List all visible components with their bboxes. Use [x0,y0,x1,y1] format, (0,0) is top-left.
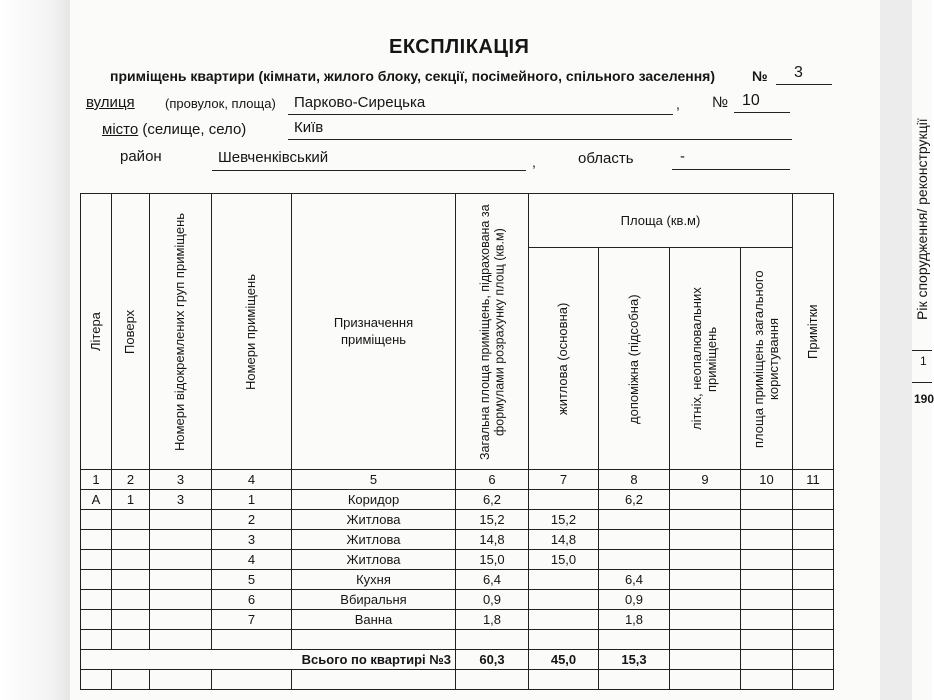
city-hint: (селище, село) [142,121,247,138]
region-underline [672,169,790,170]
col-num: 1 [81,470,112,490]
cell-living: 15,0 [529,550,599,570]
cell-letter: А [81,490,112,510]
street-label: вулиця [86,94,135,111]
header-summer: літніх, неопалювальних приміщень [670,248,741,470]
column-numbers-row [81,470,834,490]
street-comma: , [676,96,680,112]
house-number-underline [734,112,790,113]
cell-aux [599,510,670,530]
cell-living [529,490,599,510]
col-num: 3 [150,470,212,490]
header-auxiliary: допоміжна (підсобна) [599,248,670,470]
document-title: ЕКСПЛІКАЦІЯ [389,36,530,58]
adjacent-year-fragment: 190 [914,392,934,406]
district-underline [212,170,526,171]
cell-floor [112,550,150,570]
table-row [81,590,834,610]
cell-summer [670,510,741,530]
cell-living: 14,8 [529,530,599,550]
cell-aux [599,550,670,570]
document-page [70,0,880,700]
cell-total: 0,9 [456,590,529,610]
col-num: 9 [670,470,741,490]
cell-living: 15,2 [529,510,599,530]
total-label: Всього по квартирі №3 [81,650,456,670]
apartment-number-value: 3 [794,64,803,81]
cell-purpose: Вбиральня [292,590,456,610]
header-group-numbers: Номери відокремлених груп приміщень [150,194,212,470]
cell-total: 15,0 [456,550,529,570]
cell-letter [81,570,112,590]
cell-common [741,550,793,570]
header-floor: Поверх [112,194,150,470]
document-subtitle: приміщень квартири (кімнати, жилого блоку, секції, посімейного, спільного заселення) [110,68,715,84]
cell-group: 3 [150,490,212,510]
cell-notes [793,530,834,550]
cell-letter [81,610,112,630]
col-num: 2 [112,470,150,490]
header-common: площа приміщень загального користування [741,248,793,470]
header-living: житлова (основна) [529,248,599,470]
cell-common [741,610,793,630]
cell-letter [81,530,112,550]
cell-letter [81,590,112,610]
cell-floor [112,570,150,590]
header-purpose: Призначення приміщень [292,194,456,470]
cell-common [741,510,793,530]
region-label: область [578,150,634,167]
col-num: 5 [292,470,456,490]
cell-summer [670,590,741,610]
col-num: 7 [529,470,599,490]
cell-room: 5 [212,570,292,590]
table-row [81,510,834,530]
cell-room: 1 [212,490,292,510]
cell-aux [599,530,670,550]
cell-notes [793,570,834,590]
cell-group [150,550,212,570]
header-area-group: Площа (кв.м) [529,194,793,248]
cell-group [150,510,212,530]
apartment-number-label: № [752,68,768,84]
page-gap [880,0,912,700]
cell-floor [112,590,150,610]
street-value: Парково-Сирецька [294,94,426,111]
cell-total: 14,8 [456,530,529,550]
adjacent-page-heading: Рік спорудження/ реконструкції [914,118,930,320]
cell-total: 15,2 [456,510,529,530]
cell-summer [670,530,741,550]
cell-letter [81,550,112,570]
adjacent-page [912,0,932,700]
adjacent-table-line [912,350,932,351]
explication-table [80,193,834,690]
header-letter: Літера [81,194,112,470]
cell-group [150,570,212,590]
district-comma: , [532,154,536,170]
cell-floor: 1 [112,490,150,510]
cell-aux: 0,9 [599,590,670,610]
cell-notes [793,510,834,530]
cell-floor [112,610,150,630]
street-hint: (провулок, площа) [165,96,276,111]
cell-notes [793,490,834,510]
table-row [81,490,834,510]
cell-common [741,590,793,610]
cell-room: 4 [212,550,292,570]
cell-summer [670,570,741,590]
cell-room: 7 [212,610,292,630]
col-num: 10 [741,470,793,490]
cell-aux: 6,4 [599,570,670,590]
city-value: Київ [294,119,324,136]
header-room-numbers: Номери приміщень [212,194,292,470]
cell-purpose: Коридор [292,490,456,510]
cell-floor [112,530,150,550]
cell-total: 6,2 [456,490,529,510]
city-label: місто [102,121,139,138]
cell-notes [793,590,834,610]
cell-common [741,530,793,550]
cell-aux: 6,2 [599,490,670,510]
cell-common [741,490,793,510]
cell-letter [81,510,112,530]
house-number-label: № [712,94,729,111]
cell-purpose: Житлова [292,530,456,550]
cell-purpose: Житлова [292,550,456,570]
total-living: 45,0 [529,650,599,670]
cell-summer [670,490,741,510]
cell-notes [793,550,834,570]
table-row [81,570,834,590]
cell-living [529,570,599,590]
cell-room: 2 [212,510,292,530]
col-num: 11 [793,470,834,490]
col-num: 8 [599,470,670,490]
cell-group [150,590,212,610]
adjacent-cell-value: 1 [920,354,927,368]
house-number-value: 10 [742,92,760,109]
adjacent-table-line [912,382,932,383]
viewer-left-margin [0,0,70,700]
cell-group [150,530,212,550]
cell-floor [112,510,150,530]
cell-purpose: Ванна [292,610,456,630]
apartment-number-underline [776,84,832,85]
cell-group [150,610,212,630]
cell-summer [670,610,741,630]
district-label: район [120,148,162,165]
cell-summer [670,550,741,570]
cell-purpose: Житлова [292,510,456,530]
total-area: 60,3 [456,650,529,670]
region-value: - [680,148,685,165]
empty-row [81,670,834,690]
cell-purpose: Кухня [292,570,456,590]
header-notes: Примітки [793,194,834,470]
table-row [81,530,834,550]
cell-room: 6 [212,590,292,610]
header-total-area: Загальна площа приміщень, підрахована за формулами розрахунку площ (кв.м) [456,194,529,470]
empty-row [81,630,834,650]
street-underline [288,114,673,115]
col-num: 6 [456,470,529,490]
total-aux: 15,3 [599,650,670,670]
district-value: Шевченківський [218,149,329,166]
cell-living [529,590,599,610]
city-label-group [102,121,246,138]
table-row [81,550,834,570]
city-underline [288,139,792,140]
col-num: 4 [212,470,292,490]
cell-aux: 1,8 [599,610,670,630]
table-row [81,610,834,630]
cell-common [741,570,793,590]
cell-notes [793,610,834,630]
cell-room: 3 [212,530,292,550]
cell-total: 6,4 [456,570,529,590]
cell-living [529,610,599,630]
total-row [81,650,834,670]
cell-total: 1,8 [456,610,529,630]
